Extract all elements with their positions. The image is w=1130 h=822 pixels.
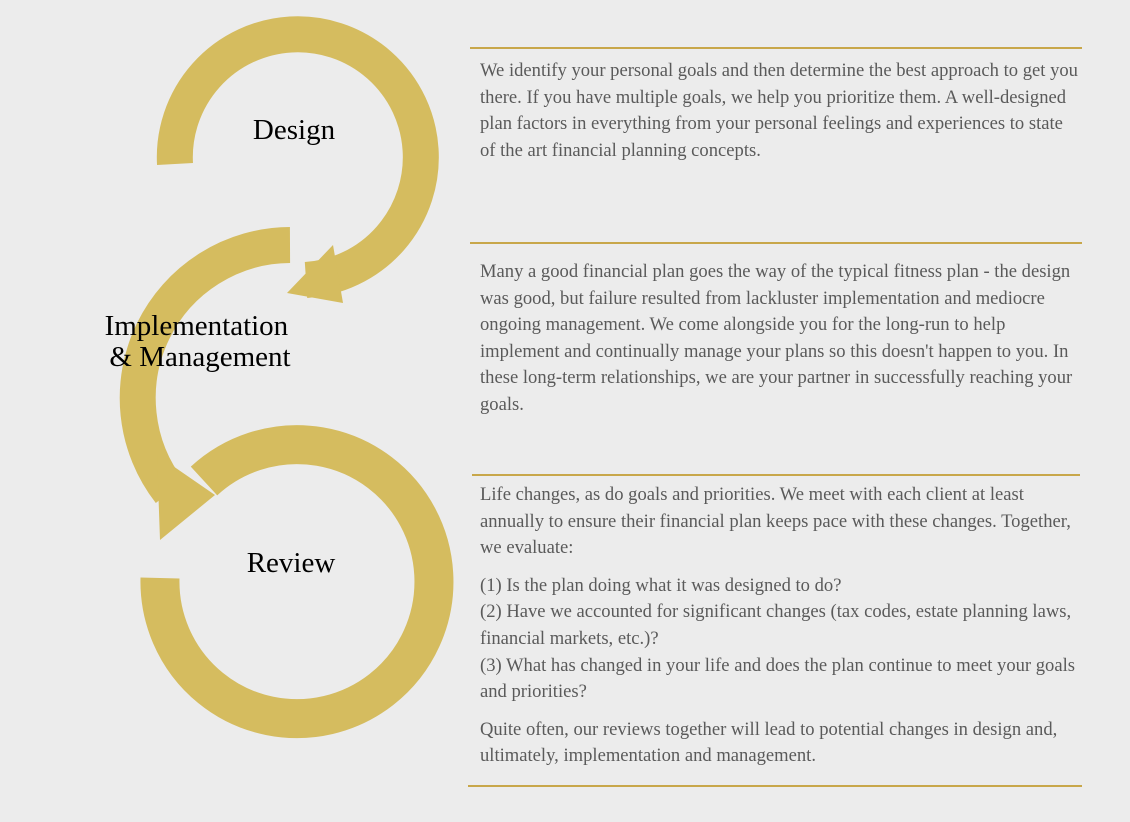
stage-label-review: Review [246,547,336,579]
divider-implementation-review [472,474,1080,476]
implementation-line-1: Implementation [104,310,289,342]
design-ring-arc [175,34,421,280]
review-question-2: (2) Have we accounted for significant changes (tax codes, estate planning laws, financial markets, etc.)? [480,601,1072,649]
stage-label-implementation [105,310,296,373]
design-description [480,58,1080,164]
implementation-line-2: & Management [109,341,291,373]
review-question-1: (1) Is the plan doing what it was designed to do? [480,574,842,596]
review-question-3: (3) What has changed in your life and does the plan continue to meet your goals and priorities? [480,654,1075,703]
design-text: We identify your personal goals and then determine the best approach to get you there. If you have multiple goals, we help you prioritize them. A well-designed plan factors in everything from your personal feelings and experiences to state of the art financial planning concepts. [480,60,1078,161]
review-description [480,482,1080,770]
process-cycle-diagram [0,0,470,822]
divider-design-implementation [470,242,1082,244]
implementation-description [480,259,1080,419]
design-arrowhead [287,245,343,303]
divider-top [470,47,1082,49]
implementation-text: Many a good financial plan goes the way of the typical fitness plan - the design was good, but failure resulted from lackluster implementation and mediocre ongoing management. We come alongside you for the long-run to help implement and continually manage your plans so this doesn't happen to you. In these long-term relationships, we are your partner in successfully reaching your goals. [480,261,1073,415]
stage-label-design: Design [252,114,336,146]
review-closing: Quite often, our reviews together will lead to potential changes in design and, ultimately, implementation and management. [480,718,1058,767]
divider-bottom [468,785,1082,787]
review-intro: Life changes, as do goals and priorities. We meet with each client at least annually to ensure their financial plan keeps pace with these changes. Together, we evaluate: [480,484,1071,559]
